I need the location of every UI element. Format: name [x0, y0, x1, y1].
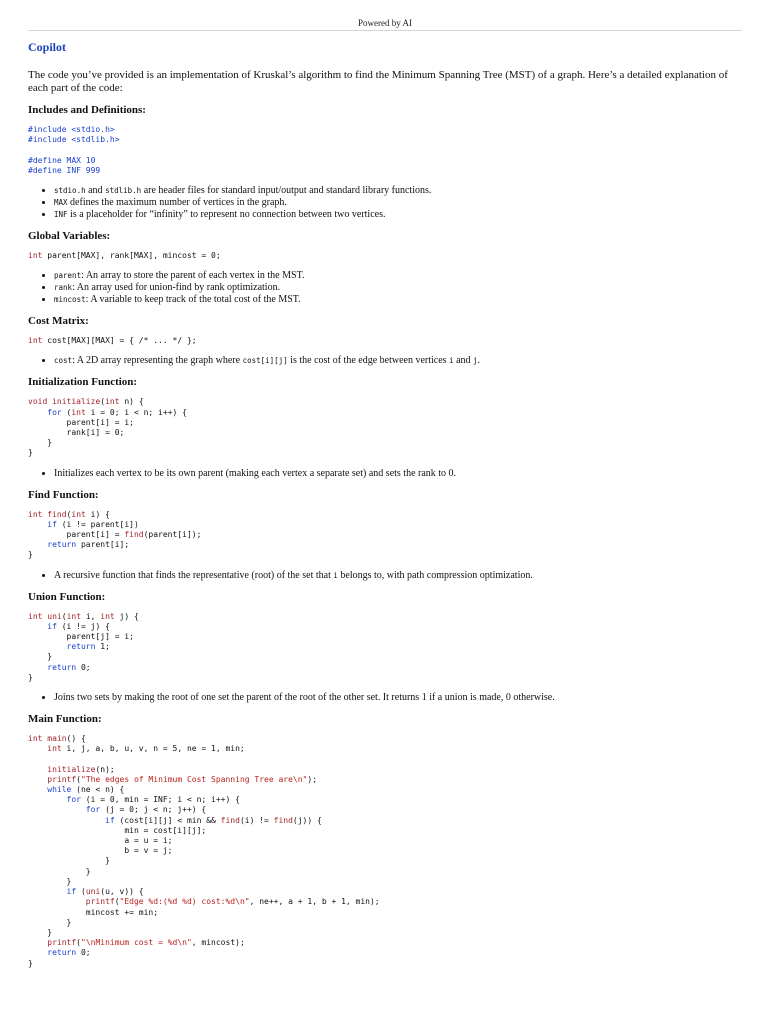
code-line: for (int i = 0; i < n; i++) {: [47, 407, 187, 417]
code-line: initialize(n);: [47, 764, 115, 774]
bullet-list-cost: [28, 355, 742, 367]
code-line: int cost[MAX][MAX] = { /* ... */ };: [28, 336, 197, 346]
code-block-initialize: [28, 397, 742, 458]
code-line: b = v = j;: [28, 846, 173, 856]
code-line: }: [28, 856, 110, 866]
code-line: }: [28, 672, 33, 682]
list-item: [54, 209, 742, 221]
bullet-list-union: [28, 692, 742, 704]
code-line: min = cost[i][j];: [28, 825, 207, 835]
code-line: if (uni(u, v)) {: [66, 887, 144, 897]
bullet-list-initialize: [28, 468, 742, 480]
code-line: for (j = 0; j < n; j++) {: [85, 805, 207, 815]
code-line: return 0;: [47, 948, 91, 958]
list-item: [54, 185, 742, 197]
bullet-text: belongs to, with path compression optimization.: [337, 569, 533, 581]
code-line: int uni(int i, int j) {: [28, 611, 139, 621]
code-line: }: [28, 876, 72, 886]
heading-find: Find Function:: [28, 488, 99, 501]
bullet-text: defines the maximum number of vertices in the graph.: [67, 197, 287, 208]
bullet-text: A recursive function that finds the representative (root) of the set that: [54, 569, 334, 581]
heading-globals: Global Variables:: [28, 230, 111, 242]
code-line: [28, 145, 742, 155]
code-line: mincost += min;: [28, 907, 159, 917]
inline-code: i: [333, 570, 338, 580]
code-line: int find(int i) {: [28, 509, 110, 519]
intro-paragraph: The code you’ve provided is an implementation of Kruskal’s algorithm to find the Minimum Spanning Tree (MST) of a graph. Here’s a detailed explanation of each part of the code:: [28, 69, 728, 94]
list-item: [54, 282, 742, 294]
header-divider: [28, 30, 742, 31]
code-line: }: [28, 958, 33, 968]
bullet-text: : An array used for union-find by rank optimization.: [72, 282, 281, 294]
list-item: [54, 570, 742, 582]
code-line: for (i = 0, min = INF; i < n; i++) {: [66, 795, 240, 805]
inline-code: cost[i][j]: [242, 356, 288, 366]
inline-code: INF: [54, 210, 68, 219]
bullet-text: is the cost of the edge between vertices: [287, 355, 450, 367]
code-line: if (i != parent[i]): [47, 519, 139, 529]
list-item: • Initializes each vertex to be its own parent (making each vertex a separate set) and sets the rank to 0.: [54, 468, 742, 480]
code-line: if (i != j) {: [47, 621, 110, 631]
code-line: void initialize(int n) {: [28, 397, 144, 407]
code-block-find: [28, 510, 742, 561]
code-line: #include <stdio.h>: [28, 125, 115, 134]
bullet-text: : An array to store the parent of each vertex in the MST.: [81, 270, 305, 282]
list-item: [54, 270, 742, 282]
list-item: [54, 197, 742, 209]
bullet-text: : A 2D array representing the graph where: [72, 355, 243, 367]
heading-cost-matrix: Cost Matrix:: [28, 315, 89, 328]
code-line: printf("\nMinimum cost = %d\n", mincost);: [47, 938, 245, 948]
code-line: parent[j] = i;: [28, 632, 134, 642]
code-line: int parent[MAX], rank[MAX], mincost = 0;: [28, 251, 221, 260]
bullet-text: are header files for standard input/output and standard library functions.: [141, 185, 432, 196]
list-item: • Joins two sets by making the root of one set the parent of the root of the other set. It returns 1 if a union is made, 0 otherwise.: [54, 692, 742, 704]
code-line: [28, 754, 742, 764]
code-line: parent[i] = i;: [28, 417, 134, 427]
bullet-text: .: [477, 355, 481, 367]
list-item: [54, 355, 742, 367]
code-line: }: [28, 866, 91, 876]
inline-code: stdio.h: [54, 186, 86, 195]
code-line: }: [28, 917, 72, 927]
code-line: printf("The edges of Minimum Cost Spanning Tree are\n");: [47, 774, 318, 784]
bullet-text: and: [453, 355, 474, 367]
code-line: return 1;: [66, 642, 110, 652]
bullet-text: and: [85, 185, 106, 196]
code-line: rank[i] = 0;: [28, 428, 125, 438]
inline-code: parent: [54, 271, 82, 281]
code-line: #define MAX 10: [28, 155, 96, 165]
powered-by-label: Powered by AI: [358, 18, 412, 28]
heading-includes: Includes and Definitions:: [28, 104, 146, 116]
heading-initialization: Initialization Function:: [28, 376, 138, 389]
inline-code: stdlib.h: [105, 186, 142, 195]
code-line: #define INF 999: [28, 165, 101, 175]
code-block-includes: [28, 125, 742, 176]
bullet-list-find: [28, 570, 742, 582]
code-line: return 0;: [47, 662, 91, 672]
code-line: }: [28, 550, 33, 560]
code-block-globals: [28, 251, 742, 261]
bullet-text: : A variable to keep track of the total cost of the MST.: [85, 294, 301, 306]
code-block-main: [28, 734, 742, 969]
code-line: }: [28, 652, 53, 662]
code-line: }: [28, 448, 33, 458]
code-line: #include <stdlib.h>: [28, 135, 120, 145]
code-line: }: [28, 927, 53, 937]
bullet-list-globals: [28, 270, 742, 306]
inline-code: MAX: [54, 198, 68, 207]
heading-union: Union Function:: [28, 590, 106, 603]
response-body: [28, 40, 742, 978]
code-line: int i, j, a, b, u, v, n = 5, ne = 1, min;: [47, 744, 245, 754]
code-line: }: [28, 438, 53, 448]
code-line: int main() {: [28, 734, 86, 744]
inline-code: j: [473, 356, 478, 366]
copilot-label: Copilot: [28, 40, 67, 54]
bullet-text: is a placeholder for “infinity” to represent no connection between two vertices.: [67, 209, 386, 220]
code-line: printf("Edge %d:(%d %d) cost:%d\n", ne++, a + 1, b + 1, min);: [85, 897, 380, 907]
code-line: return parent[i];: [47, 540, 130, 550]
inline-code: mincost: [54, 295, 86, 305]
inline-code: cost: [54, 356, 73, 366]
code-line: parent[i] = find(parent[i]);: [28, 530, 202, 540]
code-block-cost: [28, 336, 742, 346]
code-line: while (ne < n) {: [47, 785, 125, 795]
inline-code: rank: [54, 283, 73, 293]
bullet-list-includes: [28, 185, 742, 221]
list-item: [54, 294, 742, 306]
code-line: if (cost[i][j] < min && find(i) != find(j)) {: [105, 815, 322, 825]
heading-main: Main Function:: [28, 713, 102, 726]
code-block-union: [28, 612, 742, 683]
code-line: a = u = i;: [28, 836, 173, 846]
inline-code: i: [449, 356, 454, 366]
